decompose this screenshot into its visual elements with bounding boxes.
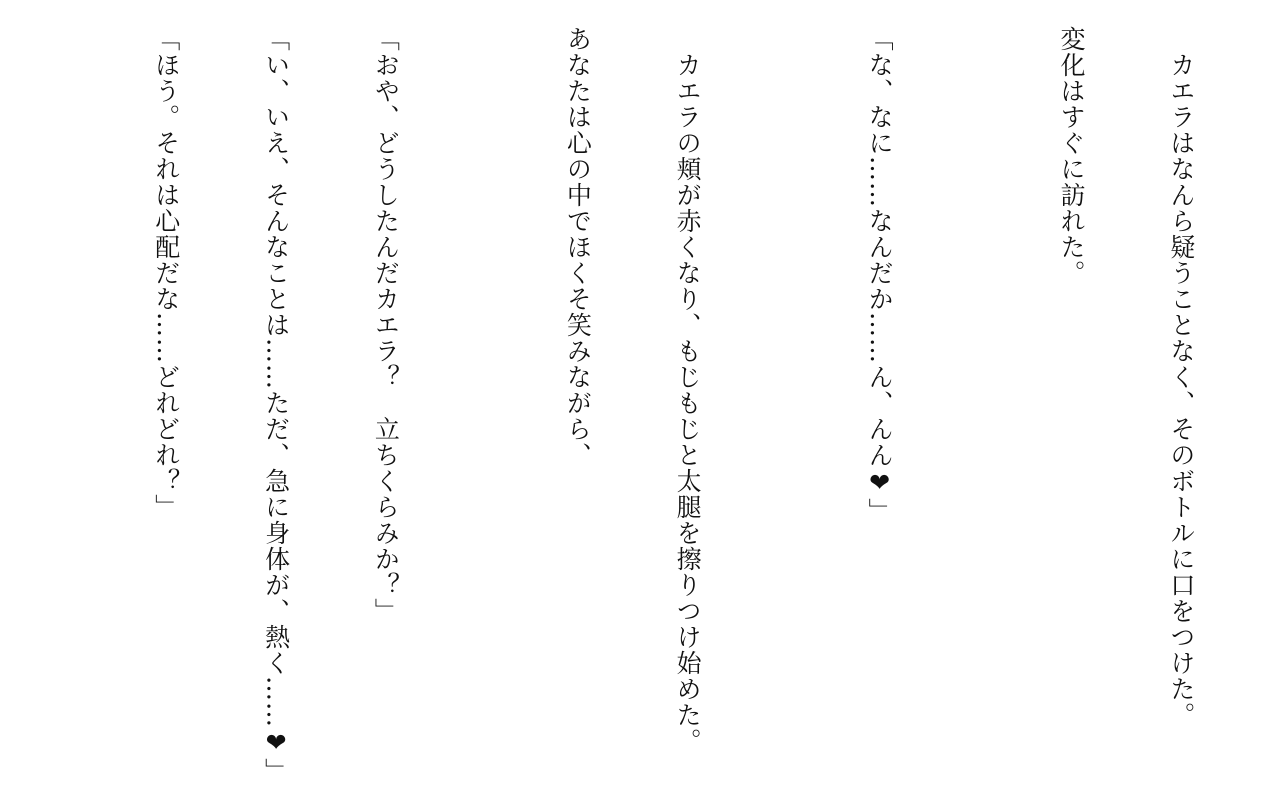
dialogue-line: 「い、いえ、そんなことは……ただ、急に身体が、熱く……❤」	[261, 26, 291, 784]
paragraph-gap	[477, 26, 486, 786]
dialogue-line: 「な、なに……なんだか……ん、んん❤」	[865, 26, 895, 524]
dialogue-line: 「おや、どうしたんだカエラ？ 立ちくらみか？」	[371, 26, 401, 624]
text-line: あなたは心の中でほくそ笑みながら、	[563, 26, 593, 468]
paragraph-gap	[778, 26, 787, 786]
paragraph-gap	[65, 26, 74, 786]
paragraph-gap	[970, 26, 979, 786]
vertical-text-body	[0, 26, 1272, 786]
dialogue-line: 「ほう。それは心配だな……どれどれ？」	[151, 26, 181, 520]
text-line: 変化はすぐに訪れた。	[1057, 26, 1087, 286]
text-line: カエラはなんら疑うことなく、そのボトルに口をつけた。	[1166, 26, 1196, 728]
text-line: カエラの頬が赤くなり、もじもじと太腿を擦りつけ始めた。	[673, 26, 703, 754]
